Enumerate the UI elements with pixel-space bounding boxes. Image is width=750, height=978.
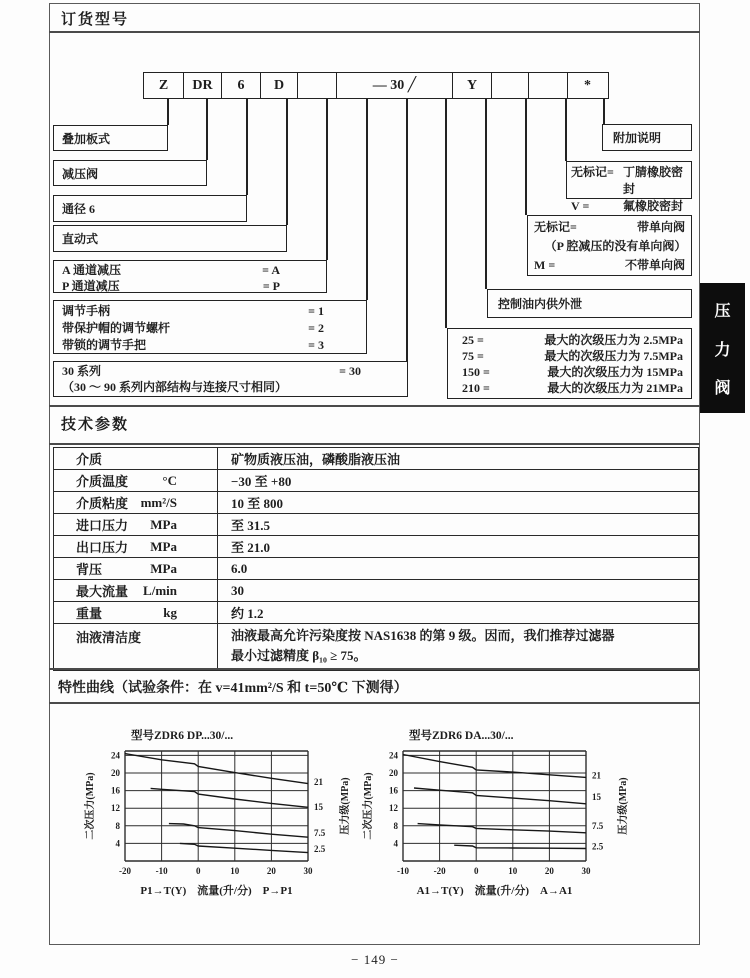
chart-series-class-2.5MPa (180, 843, 308, 852)
box-row (54, 337, 366, 354)
label-box-pilot-oil (487, 289, 692, 318)
box-label: 最大的次级压力为 7.5MPa (544, 349, 683, 363)
y-axis-label-left: 二次压力(MPa) (85, 772, 96, 840)
x-tick-label: -10 (155, 866, 168, 876)
connector-line (406, 98, 408, 361)
param-value: 6.0 (231, 560, 248, 576)
box-label: 带单向阀 (636, 220, 685, 234)
box-label: P 通道减压 (62, 279, 120, 293)
code-cell-dr: DR (183, 72, 223, 99)
y-axis-label-right: 压力级(MPa) (618, 777, 629, 835)
box-code: 150 = (462, 365, 490, 379)
box-row (567, 164, 691, 198)
y-axis-label-left: 二次压力(MPa) (363, 772, 374, 840)
x-tick-label: 20 (266, 866, 276, 876)
box-label: 丁腈橡胶密封 (623, 165, 684, 196)
right-axis-label: 21 (592, 770, 601, 781)
table-row (54, 558, 698, 580)
label-box-reducing-valve (53, 160, 207, 186)
chart-zdr6-da (348, 727, 648, 927)
y-tick-label: 8 (115, 820, 120, 831)
chart-series-class-2.5MPa (454, 845, 586, 848)
y-tick-label: 12 (389, 803, 398, 814)
x-axis-label: A1→T(Y) 流量(升/分) A→A1 (416, 885, 573, 897)
label-box-series30 (53, 361, 408, 397)
box-label: 不带单向阀 (624, 258, 685, 272)
box-code: 25 = (462, 333, 484, 347)
y-tick-label: 12 (111, 803, 120, 814)
param-label: 重量 (76, 606, 103, 621)
box-label: 调节手柄 (62, 304, 111, 318)
y-axis-label-right: 压力级(MPa) (340, 777, 351, 835)
box-code: 75 = (462, 349, 484, 363)
box-label: 附加说明 (613, 131, 662, 145)
connector-line (246, 98, 248, 195)
box-label: 最大的次级压力为 15MPa (547, 365, 683, 379)
connector-line (603, 98, 605, 124)
param-unit: MPa (150, 538, 177, 554)
box-label: 最大的次级压力为 2.5MPa (544, 333, 683, 347)
param-label: 背压 (76, 562, 103, 577)
connector-line (485, 98, 487, 289)
label-box-seal (566, 161, 692, 213)
page-number: − 149 − (351, 952, 399, 967)
box-code: = 3 (308, 338, 324, 352)
box-label: 带锁的调节手把 (62, 338, 147, 352)
box-code: = A (262, 263, 280, 277)
label-box-additional (602, 124, 692, 151)
box-row (54, 278, 326, 294)
x-tick-label: -10 (397, 866, 409, 876)
divider-line (49, 443, 700, 445)
table-row (54, 580, 698, 602)
y-tick-label: 24 (111, 750, 120, 761)
box-row (528, 256, 691, 275)
model-code-row (143, 72, 609, 99)
param-unit: mm²/S (140, 494, 177, 510)
box-label: 30 系列 (62, 364, 102, 378)
box-code: = 30 (339, 364, 361, 378)
side-tab-char: 力 (714, 341, 731, 359)
param-label: 进口压力 (76, 518, 129, 533)
param-label: 介质 (76, 452, 103, 467)
x-tick-label: 10 (508, 866, 518, 876)
label-box-direct-acting (53, 225, 287, 252)
param-value: 30 (231, 582, 244, 598)
divider-line (49, 405, 700, 407)
box-row (528, 218, 691, 237)
param-unit: MPa (150, 516, 177, 532)
param-label: 油液清洁度 (76, 630, 142, 645)
box-label: 氟橡胶密封 (623, 199, 684, 213)
divider-line (49, 31, 700, 33)
x-tick-label: 10 (230, 866, 240, 876)
label-box-pressure-class (447, 328, 692, 399)
right-axis-label: 7.5 (592, 820, 604, 831)
chart-title: 型号ZDR6 DP...30/... (131, 730, 234, 742)
y-tick-label: 16 (389, 785, 398, 796)
x-tick-label: -20 (119, 866, 131, 876)
y-tick-label: 4 (393, 838, 398, 849)
y-tick-label: 24 (389, 750, 398, 761)
code-cell-blank3 (528, 72, 568, 99)
chart-series-class-15MPa (151, 788, 308, 807)
right-axis-label: 15 (314, 801, 323, 812)
box-row (448, 380, 691, 396)
code-cell-y: Y (452, 72, 492, 99)
chart-svg (70, 727, 370, 927)
param-label: 介质温度 (76, 474, 129, 489)
box-code: = 2 (308, 321, 324, 335)
y-tick-label: 20 (389, 768, 398, 778)
box-code: 无标记= (534, 220, 577, 234)
x-tick-label: -20 (433, 866, 446, 876)
chart-series-class-21MPa (125, 754, 308, 784)
box-row (54, 320, 366, 337)
label-box-stack-plate (53, 125, 168, 151)
box-row (448, 364, 691, 380)
divider-line (49, 702, 700, 704)
x-tick-label: 20 (544, 866, 554, 876)
connector-line (286, 98, 288, 225)
x-tick-label: 0 (195, 866, 201, 876)
label-box-size6 (53, 195, 247, 222)
table-row (54, 536, 698, 558)
box-row: （P 腔减压的没有单向阀） (544, 239, 687, 253)
param-value: 10 至 800 (231, 496, 284, 511)
box-label: 通径 6 (62, 202, 96, 216)
table-row (54, 448, 698, 470)
divider-line (49, 668, 700, 670)
param-label: 最大流量 (76, 584, 129, 599)
box-row (54, 363, 407, 379)
side-tab-char: 阀 (714, 379, 731, 397)
box-code: V = (571, 199, 590, 213)
box-row (448, 332, 691, 348)
param-label: 介质粘度 (76, 496, 129, 511)
right-axis-label: 7.5 (314, 827, 326, 838)
y-tick-label: 20 (111, 768, 120, 778)
right-axis-label: 2.5 (592, 841, 604, 852)
chart-svg (348, 727, 648, 927)
x-tick-label: 30 (303, 866, 313, 876)
box-label: （30 ～ 90 系列内部结构与连接尺寸相同） (62, 380, 288, 394)
label-box-check-valve (527, 215, 692, 276)
param-value: 至 21.0 (231, 540, 271, 555)
connector-line (565, 98, 567, 161)
box-row (54, 303, 366, 320)
code-cell-6: 6 (221, 72, 261, 99)
right-axis-label: 2.5 (314, 844, 326, 855)
chart-zdr6-dp (70, 727, 370, 927)
box-row (54, 262, 326, 278)
box-label: 带保护帽的调节螺杆 (62, 321, 171, 335)
box-label: 最大的次级压力为 21MPa (547, 381, 683, 395)
param-value: −30 至 +80 (231, 474, 292, 489)
box-code: = P (262, 279, 280, 293)
box-label: A 通道减压 (62, 263, 122, 277)
param-unit: kg (163, 604, 177, 620)
param-value: 至 31.5 (231, 518, 271, 533)
side-tab-pressure-valve (700, 283, 745, 413)
box-label: 控制油内供外泄 (498, 297, 583, 311)
chart-series-class-7.5MPa (418, 824, 586, 833)
parameters-table (53, 447, 699, 671)
connector-line (167, 98, 169, 125)
code-cell-blank2 (491, 72, 530, 99)
section-title-curves: 特性曲线（试验条件：在 v=41mm²/S 和 t=50℃ 下测得） (58, 681, 408, 696)
param-unit: MPa (150, 560, 177, 576)
label-box-adjust (53, 300, 367, 354)
right-axis-label: 15 (592, 791, 601, 802)
connector-line (366, 98, 368, 300)
box-code: = 1 (308, 304, 324, 318)
box-row (448, 348, 691, 364)
y-tick-label: 4 (115, 838, 120, 849)
code-cell-star: * (567, 72, 609, 99)
param-unit: °C (162, 472, 177, 488)
table-row (54, 514, 698, 536)
param-value: 矿物质液压油，磷酸脂液压油 (231, 452, 401, 467)
table-row (54, 492, 698, 514)
param-value: 油液最高允许污染度按 NAS1638 的第 9 级。因而，我们推荐过滤器 (231, 628, 615, 643)
box-label: 叠加板式 (62, 131, 111, 146)
side-tab-char: 压 (714, 303, 731, 321)
section-title-ordering: 订货型号 (61, 12, 130, 28)
param-label: 出口压力 (76, 540, 129, 555)
param-value: 约 1.2 (231, 606, 264, 621)
y-tick-label: 8 (393, 820, 398, 831)
param-value: 最小过滤精度 β₁₀ ≥ 75。 (231, 648, 367, 663)
box-label: 直动式 (62, 232, 99, 246)
section-title-parameters: 技术参数 (61, 417, 130, 433)
box-row (567, 198, 691, 215)
box-code: 210 = (462, 381, 490, 395)
chart-title: 型号ZDR6 DA...30/... (409, 730, 514, 742)
connector-line (445, 98, 447, 328)
box-label: 减压阀 (62, 166, 99, 181)
code-cell-blank1 (297, 72, 337, 99)
x-tick-label: 30 (581, 866, 591, 876)
table-row (54, 624, 698, 669)
y-tick-label: 16 (111, 785, 120, 796)
code-cell-z: Z (143, 72, 184, 99)
x-axis-label: P1→T(Y) 流量(升/分) P→P1 (140, 885, 293, 897)
box-row (54, 379, 407, 395)
x-tick-label: 0 (473, 866, 479, 876)
right-axis-label: 21 (314, 776, 323, 787)
param-unit: L/min (143, 582, 177, 598)
box-code: M = (534, 258, 556, 272)
connector-line (206, 98, 208, 160)
code-cell-d: D (260, 72, 299, 99)
label-box-channel (53, 260, 327, 293)
table-row (54, 602, 698, 624)
connector-line (525, 98, 527, 215)
code-cell-30: — 30 ╱ (336, 72, 454, 99)
chart-series-class-21MPa (403, 755, 586, 778)
connector-line (326, 98, 328, 260)
table-row (54, 470, 698, 492)
box-code: 无标记= (571, 165, 614, 179)
